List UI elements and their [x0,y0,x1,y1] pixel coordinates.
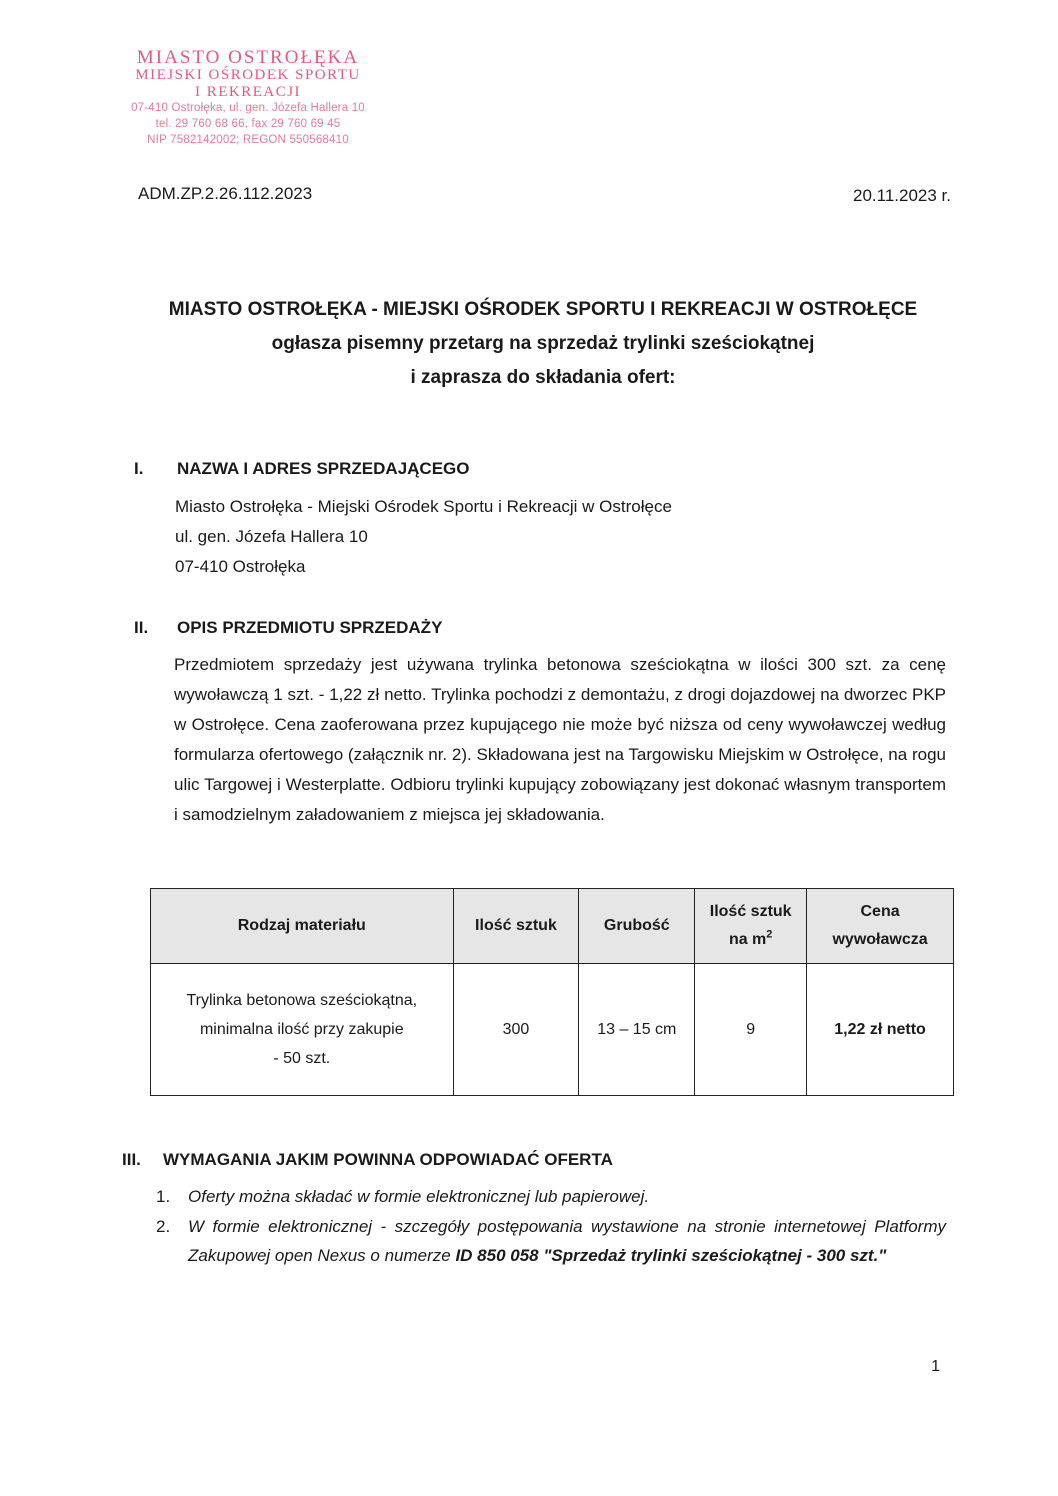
materials-table [150,888,954,1096]
header-thickness: Grubość [579,889,695,964]
section-1-heading: NAZWA I ADRES SPRZEDAJĄCEGO [177,459,470,478]
stamp-line-institution-2: I REKREACJI [194,84,302,100]
seller-address [175,492,672,582]
cell-material: Trylinka betonowa sześciokątna, minimalna ilość przy zakupie - 50 szt. [151,964,454,1096]
table-row [151,964,954,1096]
address-line: 07-410 Ostrołęka [175,557,306,576]
cell-per-m2: 9 [695,964,807,1096]
requirements-list [156,1182,946,1271]
stamp-phone: tel. 29 760 68 66, fax 29 760 69 45 [155,118,341,130]
table-header-row [151,889,954,964]
stamp-line-institution: MIEJSKI OŚRODEK SPORTU [135,67,361,83]
header-quantity: Ilość sztuk [453,889,579,964]
address-line: ul. gen. Józefa Hallera 10 [175,527,368,546]
cell-price: 1,22 zł netto [807,964,954,1096]
cell-thickness: 13 – 15 cm [579,964,695,1096]
stamp-line-city: MIASTO OSTROŁĘKA [136,47,360,68]
header-price: Cena wywoławcza [807,889,954,964]
stamp-ids: NIP 7582142002; REGON 550568410 [147,134,349,146]
page-number: 1 [931,1358,940,1375]
cell-quantity: 300 [453,964,579,1096]
stamp-address: 07-410 Ostrołęka, ul. gen. Józefa Hallera 10 [131,102,365,114]
address-line: Miasto Ostrołęka - Miejski Ośrodek Sportu i Rekreacji w Ostrołęce [175,497,672,516]
title-line-2: ogłasza pisemny przetarg na sprzedaż trylinki sześciokątnej [271,333,815,354]
institution-stamp [100,48,396,148]
section-3-heading: WYMAGANIA JAKIM POWINNA ODPOWIADAĆ OFERTA [163,1150,613,1169]
title-line-3: i zaprasza do składania ofert: [410,367,676,388]
list-text: Oferty można składać w formie elektronicznej lub papierowej. [188,1187,650,1206]
document-title [0,293,1058,395]
list-number: 1. [156,1187,171,1206]
list-item [156,1212,946,1270]
header-per-m2: Ilość sztuk na $m^2$ [695,889,807,964]
section-3-number: III. [122,1150,141,1169]
reference-number: ADM.ZP.2.26.112.2023 [138,184,313,203]
auction-id: ID 850 058 "Sprzedaż trylinki sześciokątnej - 300 szt." [455,1246,887,1265]
title-line-1: MIASTO OSTROŁĘKA - MIEJSKI OŚRODEK SPORTU I REKREACJI W OSTROŁĘCE [168,299,918,320]
section-1-number: I. [134,459,144,478]
list-number: 2. [156,1217,171,1236]
section-2-number: II. [134,618,149,637]
sale-description: Przedmiotem sprzedaży jest używana trylinka betonowa sześciokątna w ilości 300 szt. za cenę wywoławczą 1 szt. - 1,22 zł netto. Trylinka pochodzi z demontażu, z drogi dojazdowej na dworzec PKP w Ostrołęce. Cena zaoferowana przez kupującego nie może być niższa od ceny wywoławczej według formularza ofertowego (załącznik nr. 2). Składowana jest na Targowisku Miejskim w Ostrołęce, na rogu ulic Targowej i Westerplatte. Odbioru trylinki kupujący zobowiązany jest dokonać własnym transportem i samodzielnym załadowaniem z miejsca jej składowania. [174,655,946,824]
list-item [156,1182,946,1211]
document-date: 20.11.2023 r. [853,186,951,205]
section-2-heading: OPIS PRZEDMIOTU SPRZEDAŻY [177,618,443,637]
list-text: W formie elektronicznej - szczegóły postępowania wystawione na stronie internetowej Platformy Zakupowej open Nexus o numerze [188,1217,946,1265]
header-material: Rodzaj materiału [151,889,454,964]
